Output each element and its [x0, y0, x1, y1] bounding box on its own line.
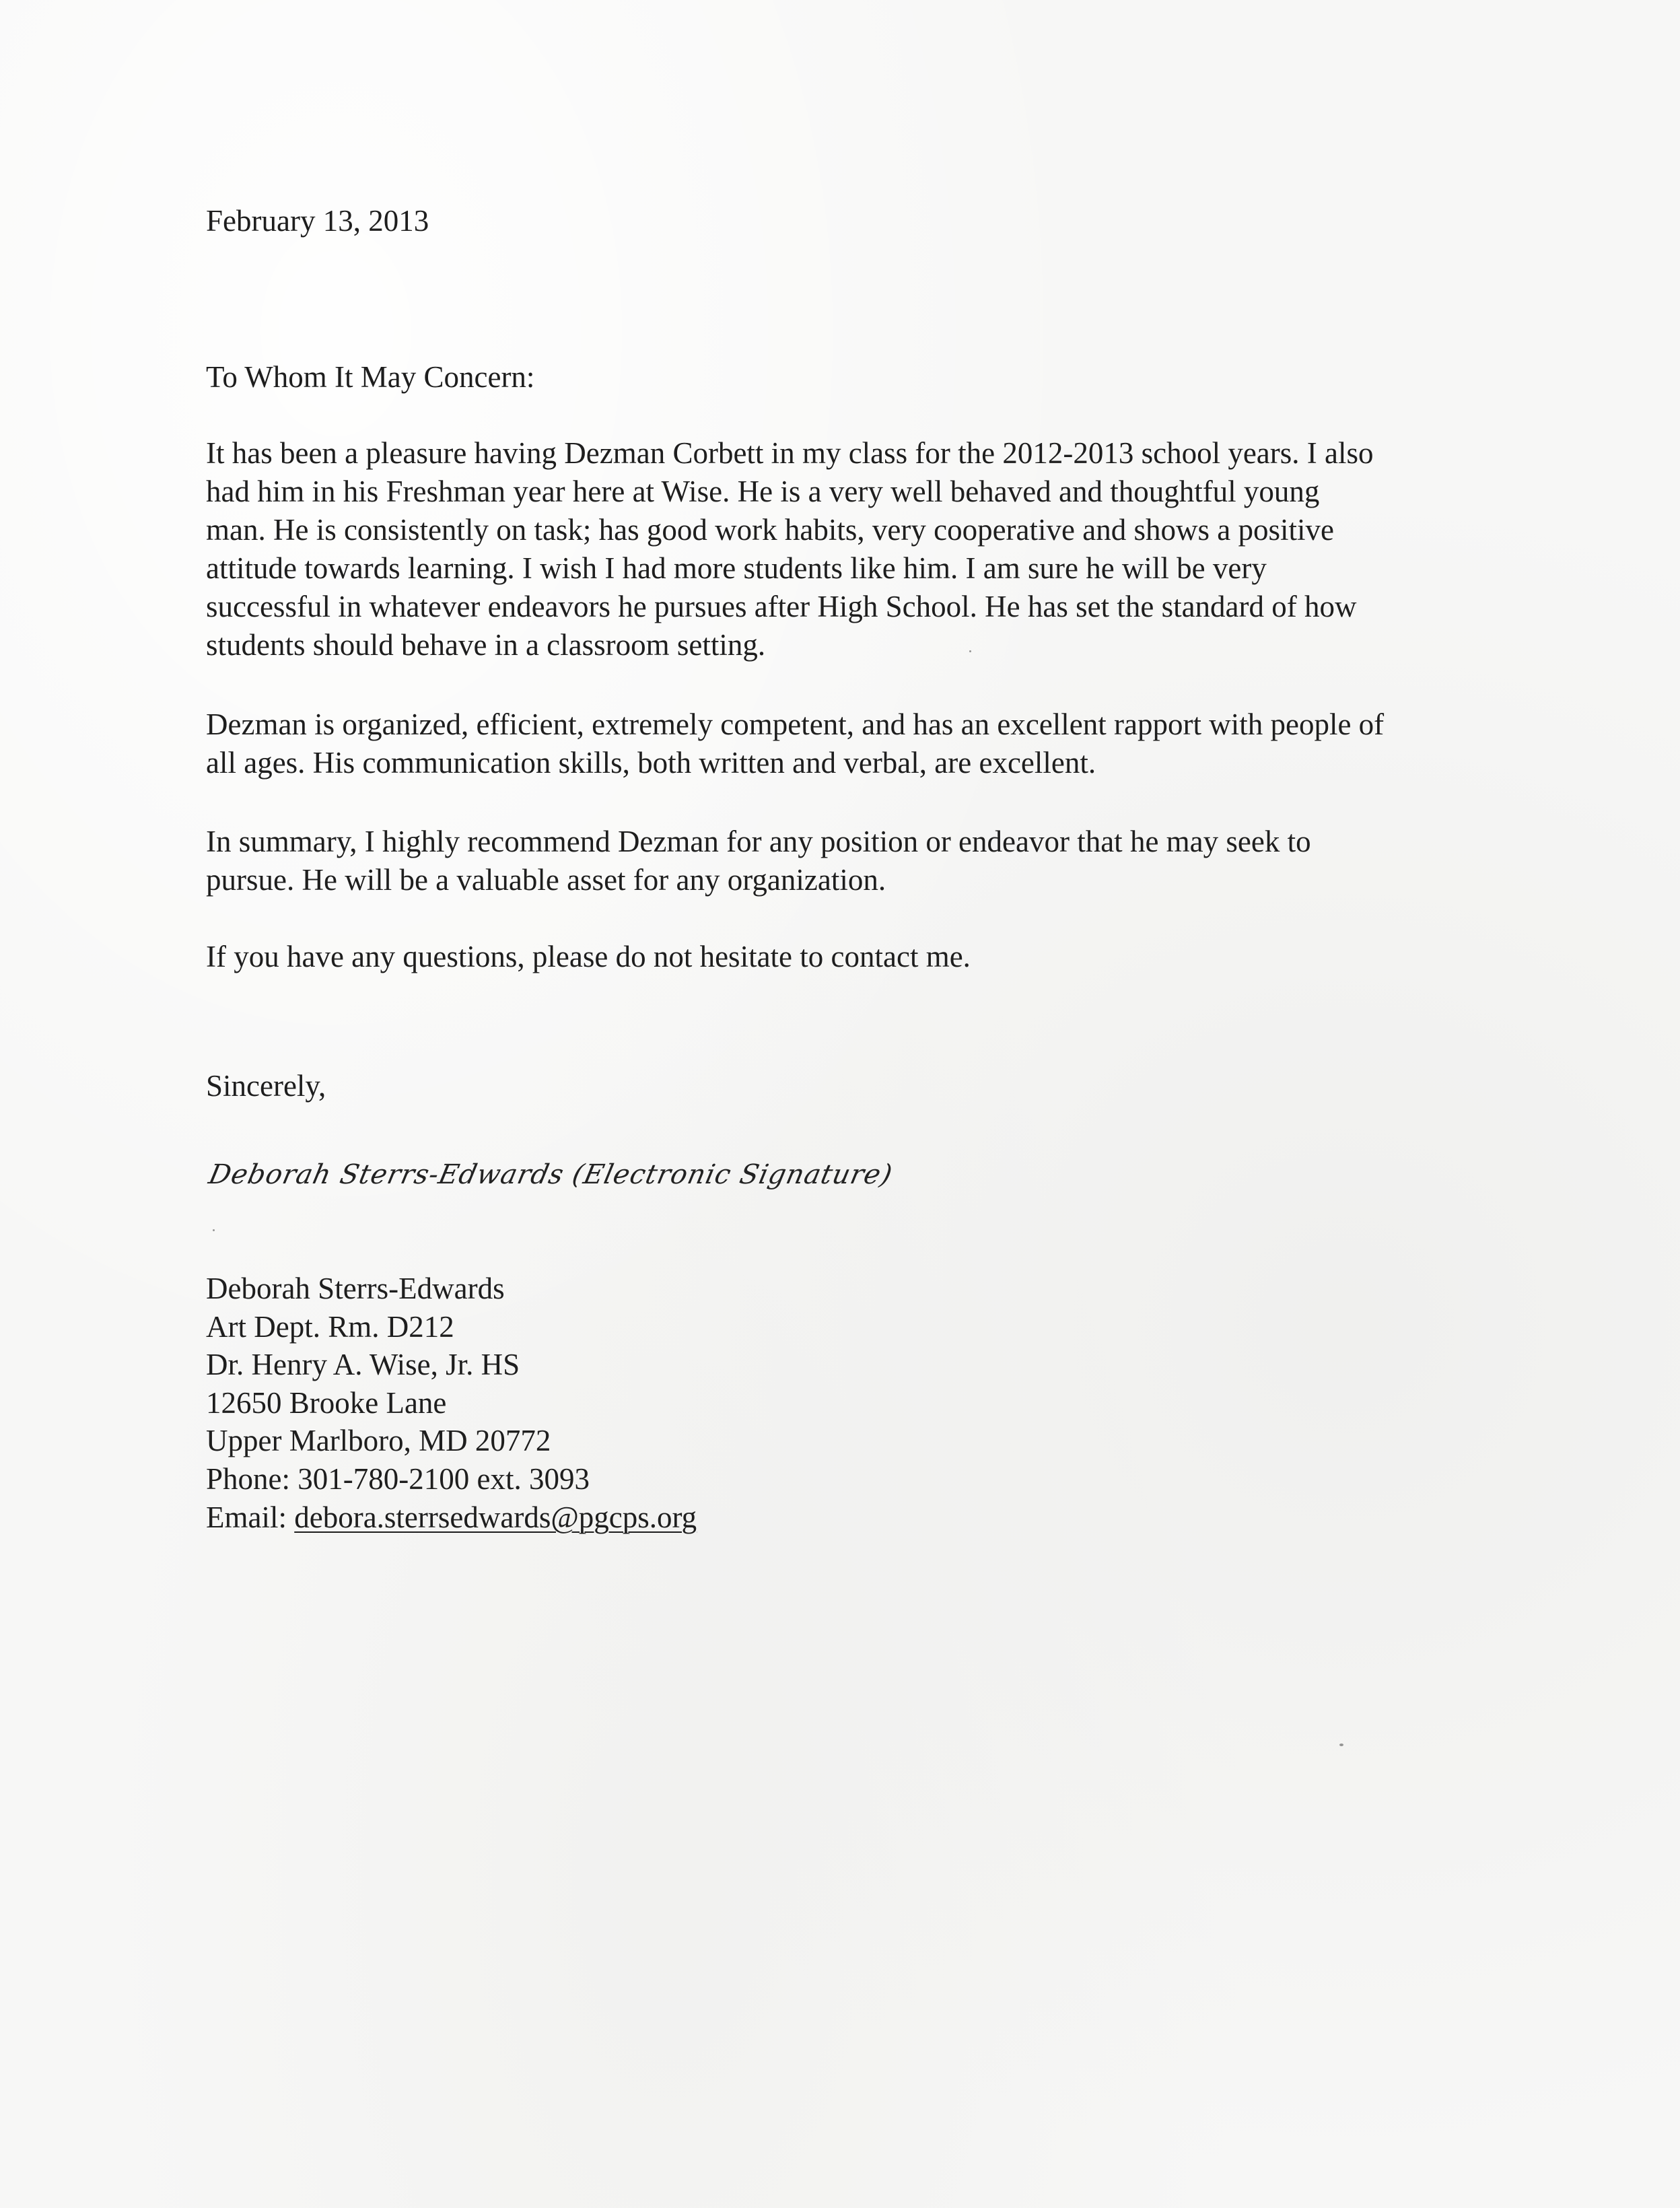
- paper-speck: [969, 650, 971, 652]
- paragraph-line: all ages. His communication skills, both written and verbal, are excellent.: [206, 746, 1096, 780]
- signer-name: Deborah Sterrs-Edwards: [206, 1272, 505, 1305]
- signer-email-line: [206, 1498, 697, 1537]
- signer-street: 12650 Brooke Lane: [206, 1385, 447, 1420]
- paragraph-line: students should behave in a classroom setting.: [206, 628, 766, 662]
- paragraph-line: successful in whatever endeavors he pursues after High School. He has set the standard of how: [206, 590, 1357, 623]
- paragraph-line: had him in his Freshman year here at Wise. He is a very well behaved and thoughtful young: [206, 475, 1320, 508]
- signer-contact-block: [206, 1270, 697, 1536]
- paragraph-line: attitude towards learning. I wish I had more students like him. I am sure he will be very: [206, 551, 1267, 585]
- closing: Sincerely,: [206, 1069, 326, 1103]
- electronic-signature: Deborah Sterrs-Edwards (Electronic Signature): [206, 1159, 896, 1190]
- email-label: Email:: [206, 1500, 295, 1534]
- signer-city: Upper Marlboro, MD 20772: [206, 1424, 551, 1458]
- signer-phone: Phone: 301-780-2100 ext. 3093: [206, 1461, 590, 1496]
- salutation: To Whom It May Concern:: [206, 360, 535, 394]
- paragraph-line: man. He is consistently on task; has good work habits, very cooperative and shows a positive: [206, 513, 1334, 547]
- signer-department: Art Dept. Rm. D212: [206, 1309, 454, 1344]
- paper-speck: [1339, 1744, 1343, 1746]
- paragraph-line: pursue. He will be a valuable asset for any organization.: [206, 863, 886, 897]
- signer-school: Dr. Henry A. Wise, Jr. HS: [206, 1348, 520, 1382]
- letter-date: February 13, 2013: [206, 204, 429, 238]
- paragraph-line: In summary, I highly recommend Dezman for any position or endeavor that he may seek to: [206, 825, 1311, 858]
- paragraph-1: [206, 434, 1374, 664]
- paragraph-4: If you have any questions, please do not hesitate to contact me.: [206, 940, 971, 973]
- paragraph-line: It has been a pleasure having Dezman Corbett in my class for the 2012-2013 school years. I also: [206, 436, 1374, 470]
- paragraph-line: Dezman is organized, efficient, extremely competent, and has an excellent rapport with people of: [206, 708, 1385, 741]
- paragraph-2: [206, 705, 1384, 782]
- paper-speck: [213, 1229, 215, 1231]
- email-link[interactable]: debora.sterrsedwards@pgcps.org: [294, 1500, 697, 1534]
- paragraph-3: [206, 823, 1311, 899]
